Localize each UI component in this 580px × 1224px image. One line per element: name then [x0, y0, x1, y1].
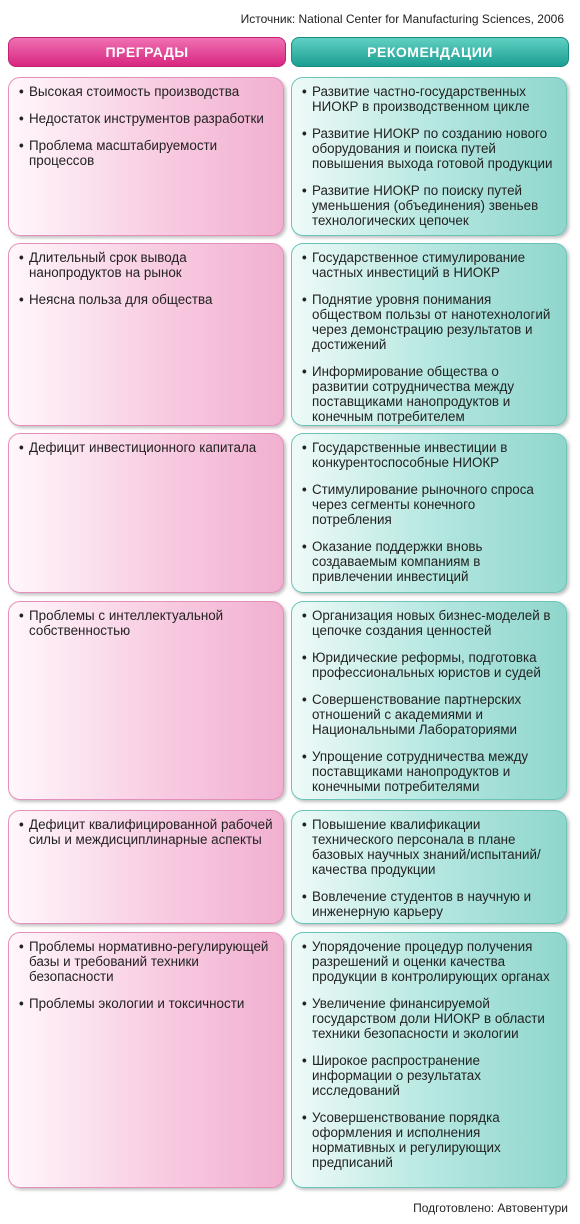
recommendation-box-4: [291, 601, 567, 800]
bullet-icon: •: [19, 440, 24, 455]
item-text: Государственное стимулирование частных инвестиций в НИОКР: [312, 250, 526, 280]
recommendations-header: [291, 37, 569, 67]
bullet-icon: •: [302, 364, 307, 379]
item-text: Широкое распространение информации о результатах исследований: [312, 1053, 481, 1098]
item-text: Совершенствование партнерских отношений с академиями и Национальными Лабораториями: [312, 692, 522, 737]
item-text: Государственные инвестиции в конкурентоспособные НИОКР: [312, 440, 508, 470]
item-text: Проблемы нормативно-регулирующей базы и требований техники безопасности: [29, 939, 269, 984]
recommendation-box-2: [291, 243, 567, 426]
bullet-icon: •: [302, 250, 307, 265]
item-text: Упорядочение процедур получения разрешений и оценки качества продукции в контролирующих органах: [312, 939, 550, 984]
item-text: Организация новых бизнес-моделей в цепочке создания ценностей: [312, 608, 551, 638]
recommendation-item: [302, 440, 556, 470]
recommendation-item: [302, 84, 556, 114]
barrier-item: [19, 996, 273, 1011]
recommendation-item: [302, 292, 556, 352]
bullet-icon: •: [19, 250, 24, 265]
recommendation-item: [302, 889, 556, 919]
barrier-item: [19, 292, 273, 307]
barrier-item: [19, 817, 273, 847]
bullet-icon: •: [302, 939, 307, 954]
item-text: Дефицит инвестиционного капитала: [29, 440, 257, 455]
bullet-icon: •: [302, 292, 307, 307]
bullet-icon: •: [302, 889, 307, 904]
recommendation-item: [302, 939, 556, 984]
recommendation-item: [302, 817, 556, 877]
barrier-item: [19, 111, 273, 126]
recommendation-item: [302, 1110, 556, 1170]
bullet-icon: •: [302, 817, 307, 832]
barriers-header-label: ПРЕГРАДЫ: [105, 44, 189, 60]
bullet-icon: •: [302, 996, 307, 1011]
bullet-icon: •: [302, 1053, 307, 1068]
item-text: Упрощение сотрудничества между поставщиками нанопродуктов и конечными потребителями: [312, 749, 529, 794]
bullet-icon: •: [19, 292, 24, 307]
recommendation-item: [302, 539, 556, 584]
barrier-item: [19, 138, 273, 168]
bullet-icon: •: [19, 111, 24, 126]
recommendation-box-3: [291, 433, 567, 593]
bullet-icon: •: [302, 183, 307, 198]
recommendation-item: [302, 692, 556, 737]
bullet-icon: •: [302, 440, 307, 455]
barrier-box-1: [8, 77, 284, 236]
barrier-box-2: [8, 243, 284, 426]
bullet-icon: •: [19, 138, 24, 153]
recommendation-item: [302, 608, 556, 638]
item-text: Вовлечение студентов в научную и инженерную карьеру: [312, 889, 532, 919]
bullet-icon: •: [302, 692, 307, 707]
item-text: Дефицит квалифицированной рабочей силы и междисциплинарные аспекты: [29, 817, 273, 847]
item-text: Проблемы экологии и токсичности: [29, 996, 245, 1011]
bullet-icon: •: [302, 749, 307, 764]
bullet-icon: •: [302, 1110, 307, 1125]
bullet-icon: •: [19, 939, 24, 954]
item-text: Развитие частно-государственных НИОКР в производственном цикле: [312, 84, 530, 114]
bullet-icon: •: [19, 608, 24, 623]
barrier-box-3: [8, 433, 284, 593]
bullet-icon: •: [19, 817, 24, 832]
bullet-icon: •: [19, 84, 24, 99]
recommendation-box-5: [291, 810, 567, 924]
barrier-item: [19, 440, 273, 455]
barrier-box-4: [8, 601, 284, 800]
barrier-box-6: [8, 932, 284, 1188]
recommendation-box-1: [291, 77, 567, 236]
item-text: Развитие НИОКР по поиску путей уменьшения (объединения) звеньев технологических цепочек: [312, 183, 539, 228]
item-text: Усовершенствование порядка оформления и исполнения нормативных и регулирующих предписаний: [312, 1110, 501, 1170]
barrier-item: [19, 84, 273, 99]
recommendation-item: [302, 126, 556, 171]
bullet-icon: •: [302, 650, 307, 665]
bullet-icon: •: [19, 996, 24, 1011]
bullet-icon: •: [302, 539, 307, 554]
item-text: Повышение квалификации технического персонала в плане базовых научных знаний/испытаний/ качества продукции: [312, 817, 541, 877]
barrier-item: [19, 939, 273, 984]
item-text: Проблемы с интеллектуальной собственностью: [29, 608, 224, 638]
item-text: Юридические реформы, подготовка профессиональных юристов и судей: [312, 650, 541, 680]
recommendation-item: [302, 482, 556, 527]
recommendation-box-6: [291, 932, 567, 1188]
recommendation-item: [302, 650, 556, 680]
recommendations-header-label: РЕКОМЕНДАЦИИ: [367, 44, 493, 60]
barrier-box-5: [8, 810, 284, 924]
credit-caption: Подготовлено: Автовентури: [413, 1201, 568, 1215]
source-caption: Источник: National Center for Manufacturing Sciences, 2006: [240, 12, 564, 26]
item-text: Неясна польза для общества: [29, 292, 213, 307]
recommendation-item: [302, 250, 556, 280]
item-text: Поднятие уровня понимания обществом пользы от нанотехнологий через демонстрацию результатов и достижений: [312, 292, 551, 352]
recommendation-item: [302, 183, 556, 228]
recommendation-item: [302, 996, 556, 1041]
item-text: Стимулирование рыночного спроса через сегменты конечного потребления: [312, 482, 534, 527]
barrier-item: [19, 608, 273, 638]
bullet-icon: •: [302, 482, 307, 497]
item-text: Развитие НИОКР по созданию нового оборудования и поиска путей повышения выхода готовой продукции: [312, 126, 553, 171]
item-text: Проблема масштабируемости процессов: [29, 138, 218, 168]
item-text: Увеличение финансируемой государством доли НИОКР в области техники безопасности и экологии: [312, 996, 545, 1041]
item-text: Недостаток инструментов разработки: [29, 111, 264, 126]
bullet-icon: •: [302, 608, 307, 623]
item-text: Высокая стоимость производства: [29, 84, 240, 99]
barriers-header: [8, 37, 286, 67]
barrier-item: [19, 250, 273, 280]
item-text: Информирование общества о развитии сотрудничества между поставщиками нанопродуктов и конечным потребителем: [312, 364, 515, 424]
item-text: Длительный срок вывода нанопродуктов на рынок: [29, 250, 187, 280]
item-text: Оказание поддержки вновь создаваемым компаниям в привлечении инвестиций: [312, 539, 483, 584]
recommendation-item: [302, 749, 556, 794]
recommendation-item: [302, 1053, 556, 1098]
recommendation-item: [302, 364, 556, 424]
bullet-icon: •: [302, 126, 307, 141]
bullet-icon: •: [302, 84, 307, 99]
